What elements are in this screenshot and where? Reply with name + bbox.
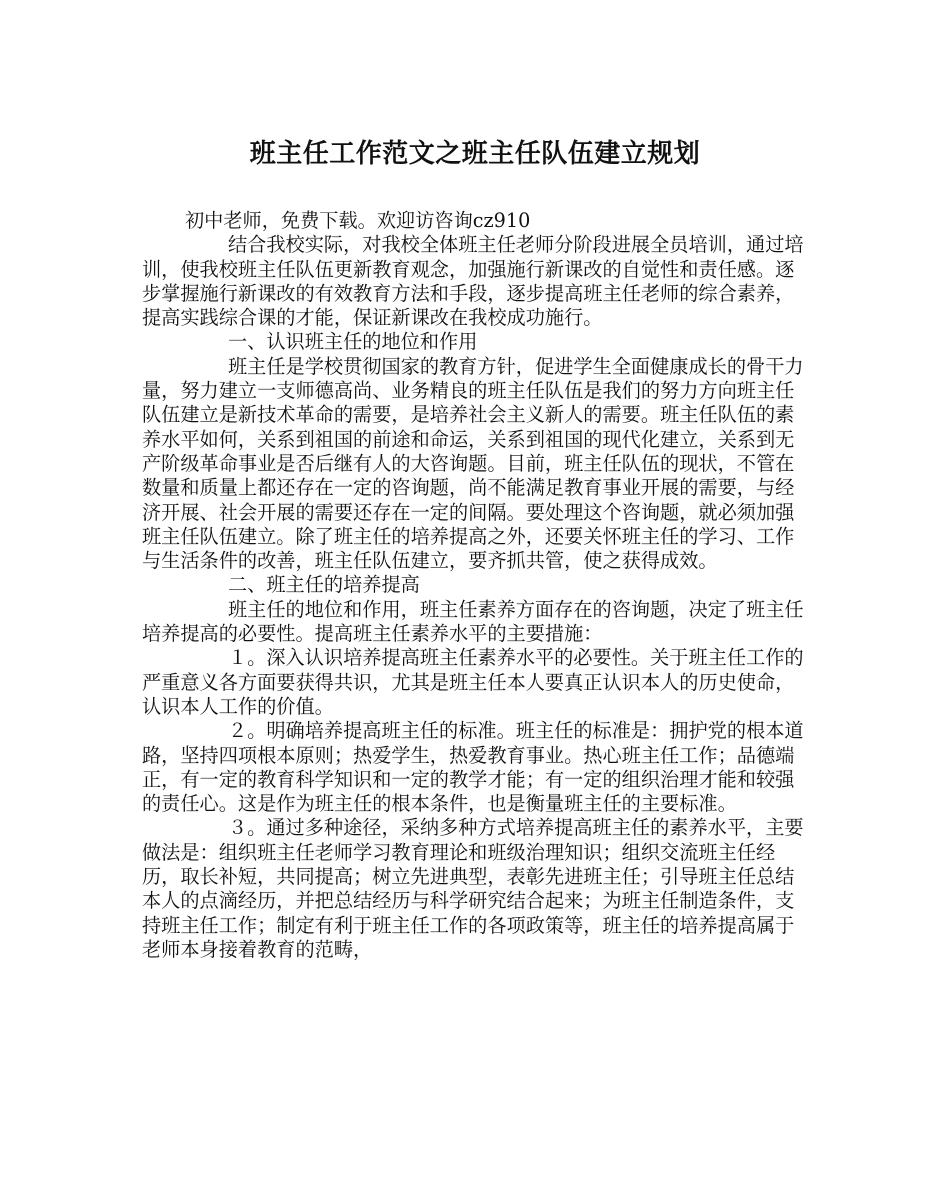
document-title: 班主任工作范文之班主任队伍建立规划 (249, 139, 701, 169)
paragraph: 班主任是学校贯彻国家的教育方针，促进学生全面健康成长的骨干力量，努力建立一支师德高尚、业务精良的班主任队伍是我们的努力方向班主任队伍建立是新技术革命的需要，是培养社会主义新人的需要。班主任队伍的素养水平如何，关系到祖国的前途和命运，关系到祖国的现代化建立，关系到无产阶级革命事业是否后继有人的大咨询题。目前，班主任队伍的现状，不管在数量和质量上都还存在一定的咨询题，尚不能满足教育事业开展的需要，与经济开展、社会开展的需要还存在一定的间隔。要处理这个咨询题，就必须加强班主任队伍建立。除了班主任的培养提高之外，还要关怀班主任的学习、工作与生活条件的改善，班主任队伍建立，要齐抓共管，使之获得成效。 (142, 354, 804, 573)
paragraph: １。深入认识培养提高班主任素养水平的必要性。关于班主任工作的严重意义各方面要获得共识，尤其是班主任本人要真正认识本人的历史使命，认识本人工作的价值。 (142, 646, 804, 718)
document-body (142, 209, 812, 962)
paragraph: ２。明确培养提高班主任的标准。班主任的标准是：拥护党的根本道路，坚持四项根本原则；热爱学生，热爱教育事业。热心班主任工作；品德端正，有一定的教育科学知识和一定的教学才能；有一定的组织治理才能和较强的责任心。这是作为班主任的根本条件，也是衡量班主任的主要标准。 (142, 719, 804, 816)
paragraph: ３。通过多种途径，采纳多种方式培养提高班主任的素养水平，主要做法是：组织班主任老师学习教育理论和班级治理知识；组织交流班主任经历，取长补短，共同提高；树立先进典型，表彰先进班主任；引导班主任总结本人的点滴经历，并把总结经历与科学研究结合起来；为班主任制造条件，支持班主任工作；制定有利于班主任工作的各项政策等，班主任的培养提高属于老师本身接着教育的范畴， (142, 816, 804, 961)
paragraph: 二、班主任的培养提高 (228, 573, 420, 597)
paragraph: 班主任的地位和作用，班主任素养方面存在的咨询题，决定了班主任培养提高的必要性。提高班主任素养水平的主要措施： (142, 597, 804, 646)
paragraph: 初中老师，免费下载。欢迎访咨询cz910 (185, 209, 531, 232)
paragraph: 结合我校实际，对我校全体班主任老师分阶段进展全员培训，通过培训，使我校班主任队伍更新教育观念，加强施行新课改的自觉性和责任感。逐步掌握施行新课改的有效教育方法和手段，逐步提高班主任老师的综合素养，提高实践综合课的才能，保证新课改在我校成功施行。 (142, 233, 804, 330)
paragraph: 一、认识班主任的地位和作用 (228, 330, 478, 354)
